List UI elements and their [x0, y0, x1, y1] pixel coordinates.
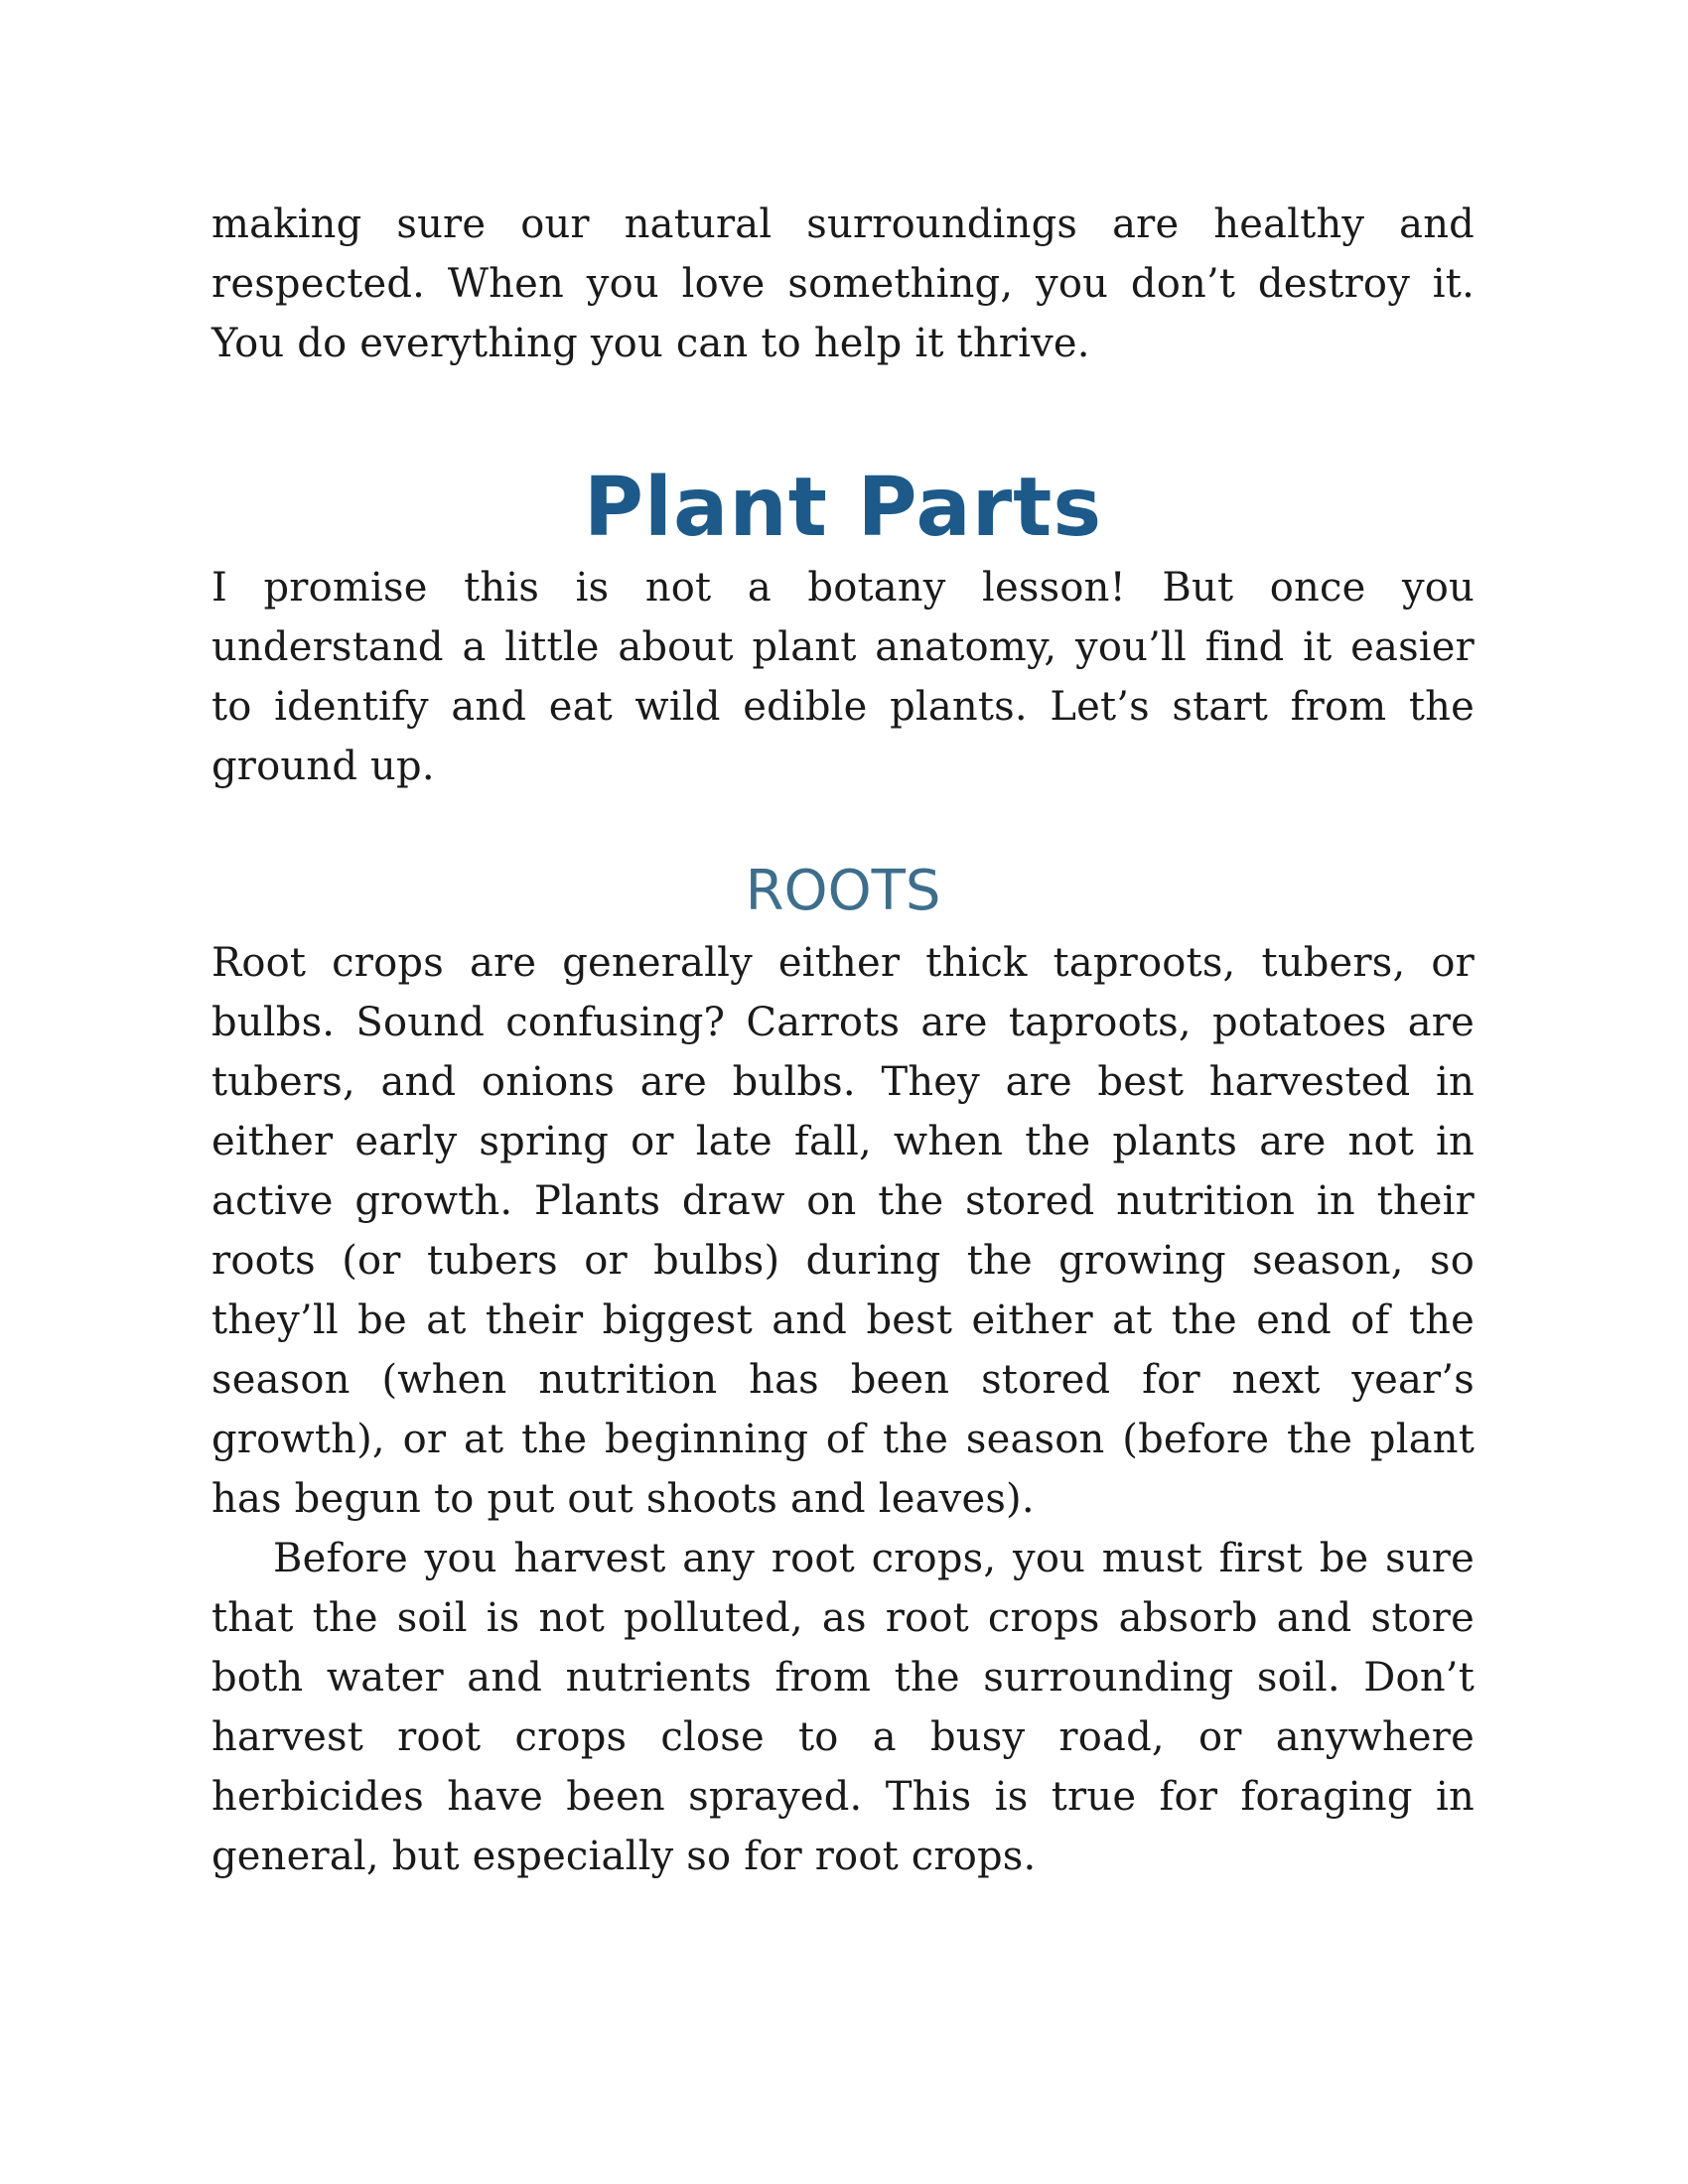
intro-paragraph: making sure our natural surroundings are healthy and respected. When you love something, you don’t destroy it. You do everything you can to help it thrive.: [211, 202, 1475, 366]
section-heading-roots: ROOTS: [745, 859, 941, 923]
document-page: [211, 195, 1475, 1886]
chapter-heading: Plant Parts: [583, 461, 1103, 555]
roots-paragraph-1: Root crops are generally either thick taproots, tubers, or bulbs. Sound confusing? Carrots are taproots, potatoes are tubers, and onions are bulbs. They are best harvested in either early spring or late fall, when the plants are not in active growth. Plants draw on the stored nutrition in their roots (or tubers or bulbs) during the growing season, so they’ll be at their biggest and best either at the end of the season (when nutrition has been stored for next year’s growth), or at the beginning of the season (before the plant has begun to put out shoots and leaves).: [211, 940, 1475, 1522]
roots-paragraph-2: Before you harvest any root crops, you must first be sure that the soil is not polluted, as root crops absorb and store both water and nutrients from the surrounding soil. Don’t harvest root crops close to a busy road, or anywhere herbicides have been sprayed. This is true for foraging in general, but especially so for root crops.: [211, 1536, 1475, 1879]
heading-intro-paragraph: I promise this is not a botany lesson! But once you understand a little about plant anatomy, you’ll find it easier to identify and eat wild edible plants. Let’s start from the ground up.: [211, 565, 1475, 789]
